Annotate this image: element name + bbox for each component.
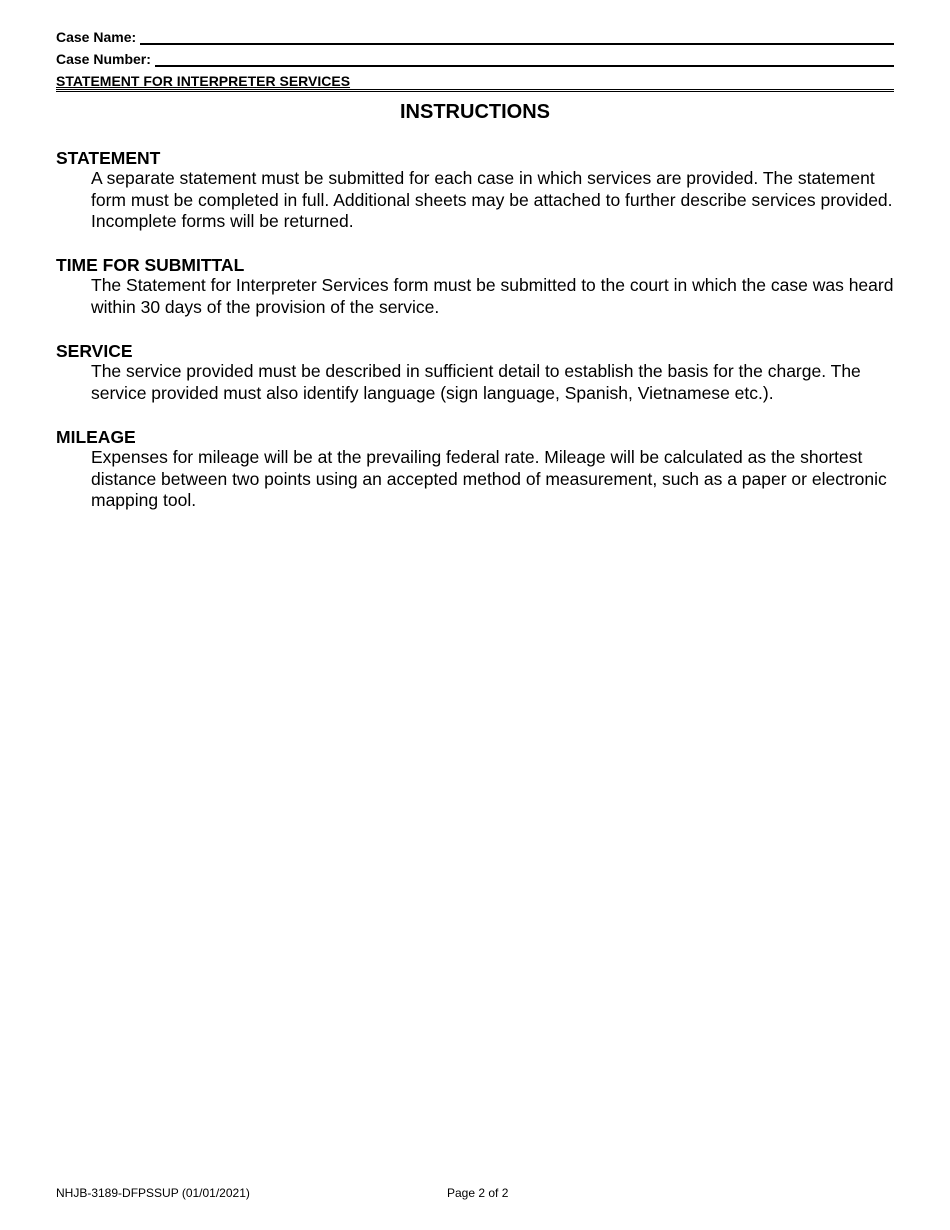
section-heading: STATEMENT (56, 148, 161, 168)
section-heading: SERVICE (56, 341, 133, 361)
case-number-row (56, 51, 894, 67)
page-number: Page 2 of 2 (447, 1186, 509, 1200)
case-name-row (56, 29, 894, 45)
form-title-row (56, 73, 894, 90)
section-heading: MILEAGE (56, 427, 136, 447)
section-time-for-submittal (56, 255, 894, 318)
case-name-field[interactable] (140, 29, 894, 45)
section-body: A separate statement must be submitted for each case in which services are provided. The statement form must be completed in full. Additional sheets may be attached to further describe services provided. Incomplete forms will be returned. (91, 168, 893, 231)
section-body: The Statement for Interpreter Services form must be submitted to the court in which the case was heard within 30 days of the provision of the service. (91, 275, 894, 317)
section-statement (56, 148, 894, 233)
section-mileage (56, 427, 894, 512)
page-title: INSTRUCTIONS (400, 101, 550, 123)
case-number-field[interactable] (155, 51, 894, 67)
section-heading: TIME FOR SUBMITTAL (56, 255, 245, 275)
form-title: STATEMENT FOR INTERPRETER SERVICES (56, 73, 351, 89)
header-divider (56, 91, 894, 92)
case-name-label: Case Name: (56, 29, 137, 45)
case-number-label: Case Number: (56, 51, 151, 67)
section-body: The service provided must be described in sufficient detail to establish the basis for the charge. The service provided must also identify language (sign language, Spanish, Vietnamese etc.). (91, 361, 861, 403)
section-body: Expenses for mileage will be at the prevailing federal rate. Mileage will be calculated as the shortest distance between two points using an accepted method of measurement, such as a paper or electronic mapping tool. (91, 447, 887, 510)
section-service (56, 341, 894, 404)
form-code: NHJB-3189-DFPSSUP (01/01/2021) (56, 1186, 250, 1200)
